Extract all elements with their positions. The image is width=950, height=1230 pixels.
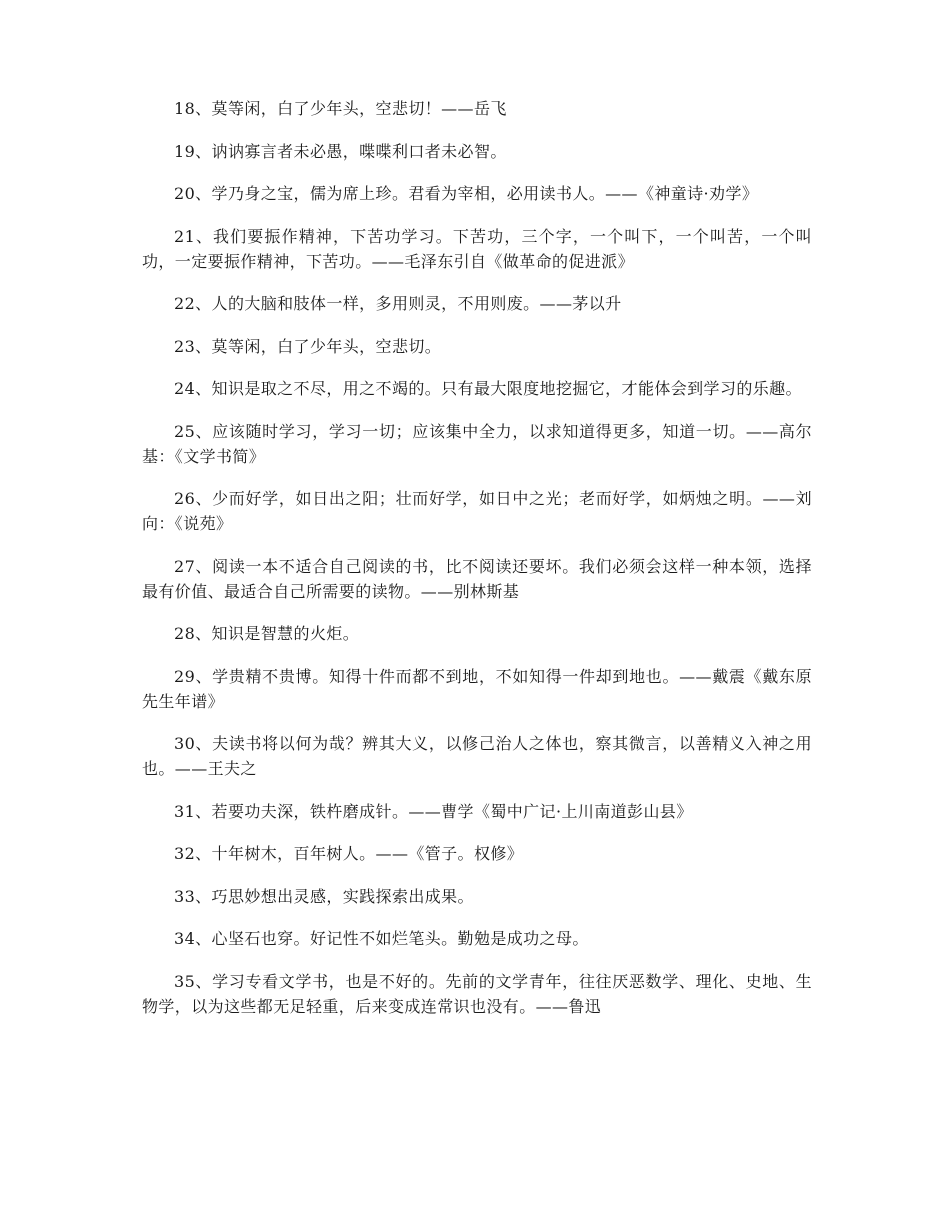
document-page: [142, 96, 812, 1036]
quote-27: 27、阅读一本不适合自己阅读的书，比不阅读还要坏。我们必须会这样一种本领，选择最有价值、最适合自己所需要的读物。——别林斯基: [142, 556, 812, 601]
quote-33: 33、巧思妙想出灵感，实践探索出成果。: [174, 886, 474, 906]
quote-21: 21、我们要振作精神，下苦功学习。下苦功，三个字，一个叫下，一个叫苦，一个叫功，一定要振作精神，下苦功。——毛泽东引自《做革命的促进派》: [142, 226, 812, 271]
quote-25: 25、应该随时学习，学习一切；应该集中全力，以求知道得更多，知道一切。——高尔基：《文学书简》: [142, 421, 812, 466]
quote-34: 34、心坚石也穿。好记性不如烂笔头。勤勉是成功之母。: [174, 929, 589, 948]
quote-20: 20、学乃身之宝，儒为席上珍。君看为宰相，必用读书人。——《神童诗·劝学》: [174, 184, 759, 203]
quote-18: 18、莫等闲，白了少年头，空悲切！——岳飞: [174, 99, 507, 118]
quote-23: 23、莫等闲，白了少年头，空悲切。: [174, 336, 442, 356]
quote-24: 24、知识是取之不尽，用之不竭的。只有最大限度地挖掘它，才能体会到学习的乐趣。: [174, 379, 802, 398]
quote-32: 32、十年树木，百年树人。——《管子。权修》: [174, 844, 524, 863]
quote-31: 31、若要功夫深，铁杵磨成针。——曹学《蜀中广记·上川南道彭山县》: [174, 801, 693, 821]
quote-30: 30、夫读书将以何为哉？辨其大义，以修己治人之体也，察其微言，以善精义入神之用也。——王夫之: [142, 734, 812, 778]
quote-28: 28、知识是智慧的火炬。: [174, 624, 360, 643]
quote-29: 29、学贵精不贵博。知得十件而都不到地，不如知得一件却到地也。——戴震《戴东原先生年谱》: [142, 666, 812, 711]
quote-35: 35、学习专看文学书，也是不好的。先前的文学青年，往往厌恶数学、理化、史地、生物学，以为这些都无足轻重，后来变成连常识也没有。——鲁迅: [142, 971, 812, 1016]
quote-26: 26、少而好学，如日出之阳；壮而好学，如日中之光；老而好学，如炳烛之明。——刘向：《说苑》: [142, 489, 812, 533]
quote-22: 22、人的大脑和肢体一样，多用则灵，不用则废。——茅以升: [174, 294, 622, 313]
quote-19: 19、讷讷寡言者未必愚，喋喋利口者未必智。: [174, 141, 507, 161]
